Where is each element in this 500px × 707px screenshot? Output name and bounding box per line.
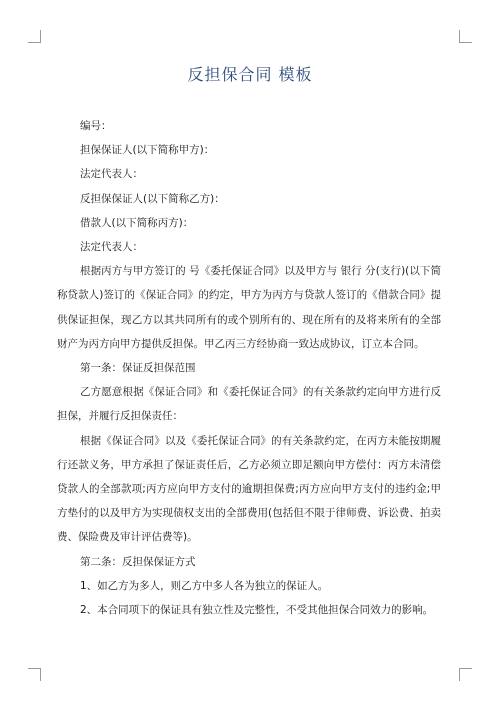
article-2-item-1: 1、如乙方为多人，则乙方中多人各为独立的保证人。: [80, 579, 329, 592]
article-1-paragraph-1: 乙方愿意根据《保证合同》和《委托保证合同》的有关条款约定向甲方进行反担保，并履行反担保责任：: [57, 386, 441, 423]
field-guarantor: 担保保证人(以下简称甲方)：: [80, 144, 215, 157]
field-number: 编号：: [80, 120, 112, 132]
field-borrower: 借款人(以下简称丙方)：: [80, 216, 194, 229]
field-legal-rep-2: 法定代表人：: [80, 240, 143, 253]
crop-mark-top-left: [28, 30, 41, 43]
article-2-heading: 第二条：反担保保证方式: [80, 555, 196, 568]
crop-mark-top-right: [459, 30, 472, 43]
crop-mark-bottom-right: [459, 668, 472, 681]
article-1-paragraph-2: 根据《保证合同》以及《委托保证合同》的有关条款约定，在丙方未能按期履行还款义务，甲方承担了保证责任后，乙方必须立即足额向甲方偿付：丙方未清偿贷款人的全部款项;丙方应向甲方支付的逾期担保费;丙方应向甲方支付的违约金;甲方垫付的以及甲方为实现债权支出的全部费用(包括但不限于律师费、诉讼费、拍卖费、保险费及审计评估费等)。: [57, 434, 441, 544]
intro-paragraph: 根据丙方与甲方签订的 号《委托保证合同》以及甲方与 银行 分(支行)(以下简称贷款人)签订的《保证合同》的约定，甲方为丙方与贷款人签订的《借款合同》提供保证担保，现乙方以其共同所有的或个别所有的、现在所有的及将来所有的全部财产为丙方向甲方提供反担保。甲乙丙三方经协商一致达成协议，订立本合同。: [57, 265, 441, 350]
article-1-heading: 第一条：保证反担保范围: [80, 361, 196, 374]
field-legal-rep-1: 法定代表人：: [80, 168, 143, 181]
document-body: [57, 114, 441, 622]
document-title: 反担保合同 模板: [187, 65, 313, 84]
crop-mark-bottom-left: [28, 668, 41, 681]
article-2-item-2: 2、本合同项下的保证具有独立性及完整性，不受其他担保合同效力的影响。: [80, 603, 434, 616]
field-counter-guarantor: 反担保保证人(以下简称乙方)：: [80, 192, 225, 205]
